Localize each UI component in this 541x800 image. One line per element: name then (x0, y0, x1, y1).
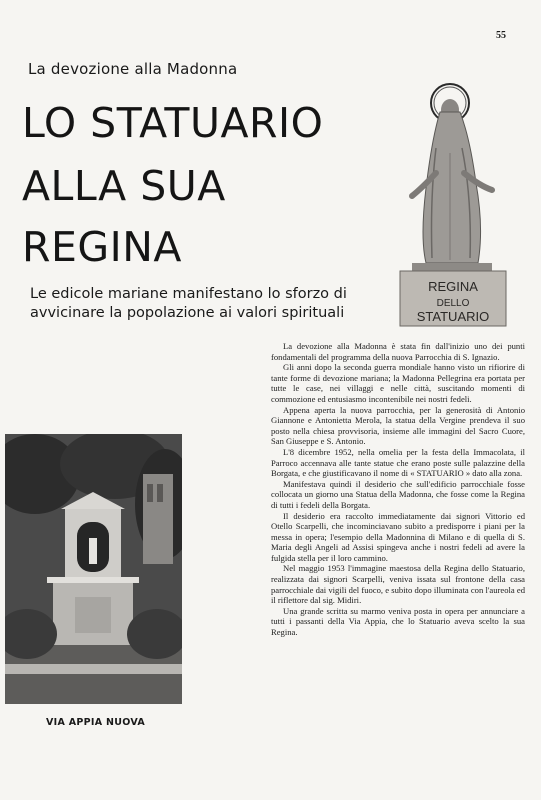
statue-plaque-line-2: DELLO (436, 298, 470, 309)
paragraph-3: Appena aperta la nuova parrocchia, per la generosità di Antonio Giannone e Antonietta Merola, la statua della Vergine prendeva il suo posto nella chiesa provvisoria, insieme alle immagini del Sacro Cuore, San Giuseppe e S. Antonio. (271, 404, 525, 447)
paragraph-5: Manifestava quindi il desiderio che sull'edificio parrocchiale fosse collocata un giorno una Statua della Madonna, che fosse come la Regina di tutti i fedeli della Borgata. (271, 478, 525, 510)
paragraph-1: La devozione alla Madonna è stata fin dall'inizio uno dei punti fondamentali del programma della nuova Parrocchia di S. Ignazio. (271, 341, 525, 362)
paragraph-2: Gli anni dopo la seconda guerra mondiale hanno visto un rifiorire di tante forme di devozione mariana; la Madonna Pellegrina era portata per tutte le case, nei villaggi e nelle città, suscitando momenti di commozione ed entusiasmo incontenibile nei nostri fedeli. (271, 362, 525, 404)
paragraph-6: Il desiderio era raccolto immediatamente dai signori Vittorio ed Otello Scarpelli, che incominciavano subito a predisporre i piani per la messa in opera; l'esempio della Madonnina di Milano e di quella di S. Maria degli Angeli ad Assisi spingeva anche i nostri fedeli ad avere la fulgida stella per il loro cammino. (271, 510, 525, 563)
statue-photo (396, 78, 511, 328)
shrine-photo (5, 434, 182, 704)
paragraph-4: L'8 dicembre 1952, nella omelia per la festa della Immacolata, il Parroco accennava alle tante statue che erano poste sulle palazzine della Borgata, e che giustificavano il nome di « STATUARIO » dato alla zona. (271, 446, 525, 479)
article-body (271, 341, 525, 638)
paragraph-7: Nel maggio 1953 l'immagine maestosa della Regina dello Statuario, realizzata dai signori Scarpelli, veniva issata sul frontone della casa parrocchiale dai vigili del fuoco, e subito dopo illuminata con l'aureola ed il riflettore dal sig. Midiri. (271, 563, 525, 606)
title-line-1: LO STATUARIO (22, 99, 324, 147)
subtitle: Le edicole mariane manifestano lo sforzo di avvicinare la popolazione ai valori spirituali (30, 286, 347, 321)
title-line-3: REGINA (22, 223, 182, 271)
photo-caption: VIA APPIA NUOVA (46, 717, 146, 728)
section-kicker: La devozione alla Madonna (28, 60, 238, 78)
page-number: 55 (496, 30, 506, 41)
statue-plaque-line-3: STATUARIO (416, 309, 490, 324)
title-line-2: ALLA SUA (22, 162, 226, 210)
statue-plaque-line-1: REGINA (428, 279, 478, 294)
paragraph-8: Una grande scritta su marmo veniva posta in opera per annunciare a tutti i passanti della Via Appia, che lo Statuario aveva scelto la sua Regina. (271, 605, 525, 638)
